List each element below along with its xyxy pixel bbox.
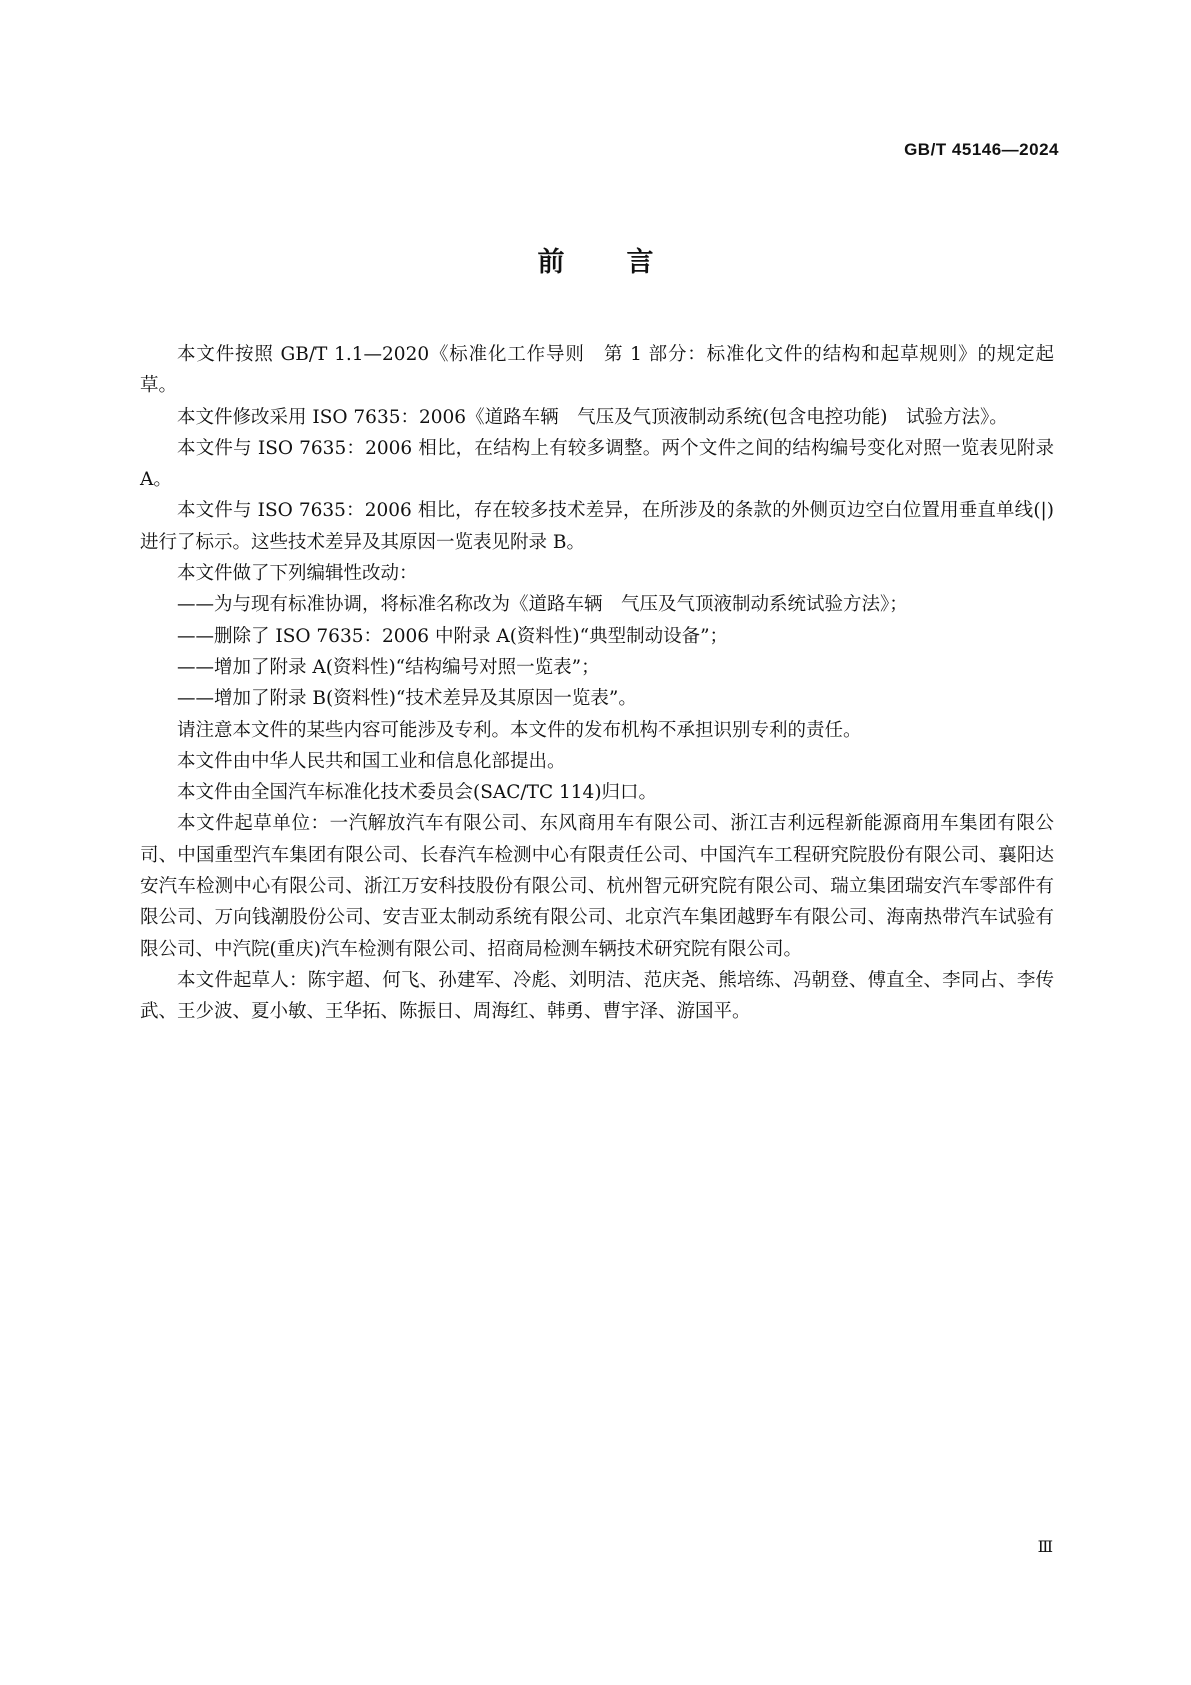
paragraph-proposer: 本文件由中华人民共和国工业和信息化部提出。 bbox=[177, 750, 566, 772]
paragraph-drafting-organizations: 本文件起草单位：一汽解放汽车有限公司、东风商用车有限公司、浙江吉利远程新能源商用车集团有限公司、中国重型汽车集团有限公司、长春汽车检测中心有限责任公司、中国汽车工程研究院股份有限公司、襄阳达安汽车检测中心有限公司、浙江万安科技股份有限公司、杭州智元研究院有限公司、瑞立集团瑞安汽车零部件有限公司、万向钱潮股份公司、安吉亚太制动系统有限公司、北京汽车集团越野车有限公司、海南热带汽车试验有限公司、中汽院(重庆)汽车检测有限公司、招商局检测车辆技术研究院有限公司。 bbox=[140, 813, 1054, 960]
page-number: Ⅲ bbox=[1037, 1537, 1053, 1556]
standard-code: GB/T 45146—2024 bbox=[904, 140, 1059, 159]
paragraph-drafters: 本文件起草人：陈宇超、何飞、孙建军、冷彪、刘明洁、范庆尧、熊培练、冯朝登、傅直全、李同占、李传武、王少波、夏小敏、王华拓、陈振日、周海红、韩勇、曹宇泽、游国平。 bbox=[140, 969, 1054, 1023]
paragraph-adoption: 本文件修改采用 ISO 7635：2006《道路车辆 气压及气顶液制动系统(包含电控功能) 试验方法》。 bbox=[177, 406, 1008, 428]
page-title: 前言 bbox=[537, 247, 716, 278]
list-item-editorial-change: ——增加了附录 B(资料性)“技术差异及其原因一览表”。 bbox=[177, 688, 637, 710]
paragraph-technical-differences: 本文件与 ISO 7635：2006 相比，存在较多技术差异，在所涉及的条款的外侧页边空白位置用垂直单线(|)进行了标示。这些技术差异及其原因一览表见附录 B。 bbox=[140, 500, 1054, 553]
paragraph-drafting-rules: 本文件按照 GB/T 1.1—2020《标准化工作导则 第 1 部分：标准化文件的结构和起草规则》的规定起草。 bbox=[140, 344, 1054, 397]
list-item-editorial-change: ——删除了 ISO 7635：2006 中附录 A(资料性)“典型制动设备”； bbox=[177, 625, 729, 647]
list-item-editorial-change: ——增加了附录 A(资料性)“结构编号对照一览表”； bbox=[177, 656, 600, 678]
preface-body bbox=[140, 339, 1054, 1028]
paragraph-editorial-changes-intro: 本文件做了下列编辑性改动： bbox=[177, 563, 418, 585]
list-item-editorial-change: ——为与现有标准协调，将标准名称改为《道路车辆 气压及气顶液制动系统试验方法》； bbox=[177, 594, 908, 616]
paragraph-structure-changes: 本文件与 ISO 7635：2006 相比，在结构上有较多调整。两个文件之间的结构编号变化对照一览表见附录 A。 bbox=[140, 437, 1054, 491]
paragraph-patent-notice: 请注意本文件的某些内容可能涉及专利。本文件的发布机构不承担识别专利的责任。 bbox=[177, 719, 862, 741]
paragraph-technical-committee: 本文件由全国汽车标准化技术委员会(SAC/TC 114)归口。 bbox=[177, 782, 658, 804]
